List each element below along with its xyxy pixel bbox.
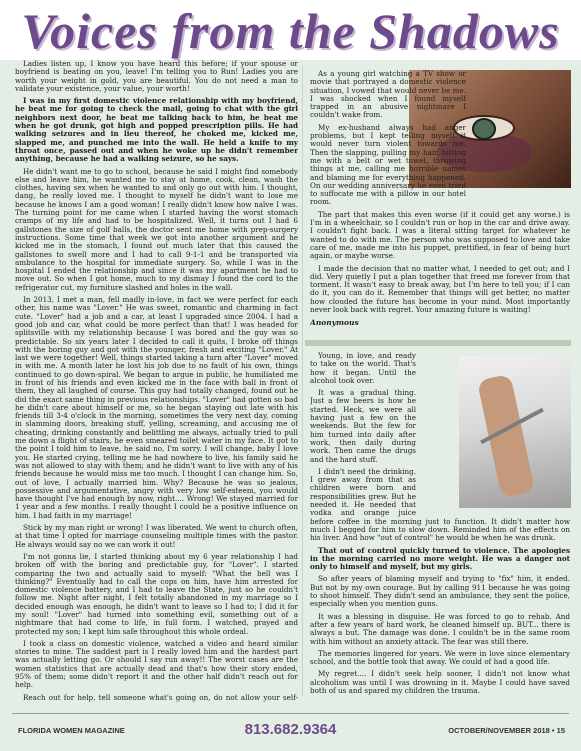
story-paragraph: Stick by my man right or wrong! I was liberated. We went to church often, at that time I opted for marriage counseling multiple times with the pastor. He always would say no we can work it out! bbox=[15, 523, 298, 549]
phone-number: 813.682.9364 bbox=[244, 721, 337, 738]
story-paragraph: As a young girl watching a TV show or movie that portrayed a domestic violence situation, I vowed that would never be me. I was shocked when I found myself trapped in an abusive nightmare I couldn't wake from. bbox=[310, 70, 466, 120]
story-paragraph: The memories lingered for years. We were in love since elementary school, and the bottle took that away. We could of had a good life. bbox=[310, 648, 570, 667]
story-paragraph: I didn't need the drinking. I grew away from that as children were born and responsibilities grew. But he needed it. He needed that vodka and orange juice before coffee in the morning just to function. It didn't matter how much I begged for him to slow down. Reminded him of the effects on his liver. And how "out of control" he would be when he was drunk. bbox=[310, 466, 570, 543]
story-paragraph: I made the decision that no matter what, I needed to get out; and I did. Very quietly I put a plan together that freed me forever from that torment. It wasn't easy to break away, but I'm here to tell you; if I can do it, you can do it. Remember that things will get better, no matter how clouded the future has become in your mind. Most importantly never look back with regret. Your amazing future is waiting! bbox=[310, 263, 570, 315]
story-paragraph: I was in my first domestic violence relationship with my boyfriend, he beat me for going to check the mail, going to chat with the girl neighbors next door, he beat me talking back to him, he beat me when he got drunk, got high and popped prescription pills. He had walking seizures and in lieu thereof, he choked me, kicked me, slapped me, and punched me into the wall. He held a knife to my throat once, passed out and when he woke up he didn't remember anything, because he had a walking seizure, so he says. bbox=[15, 96, 298, 164]
story-paragraph: It was a gradual thing. Just a few beers is how he started. Heck, we were all having just a few on the weekends. But the few for him turned into daily after work, then daily during work. Then came the drugs and the hard stuff. bbox=[310, 388, 416, 464]
magazine-name: FLORIDA WOMEN MAGAZINE bbox=[18, 726, 125, 735]
story-paragraph: Ladies listen up, I know you have heard this before; if your spouse or boyfriend is beating on you, leave! I'm telling you to Run! Ladies you are worth your weight in gold, you are beautiful. You do not need a man to validate your existence, your value, your worth! bbox=[15, 60, 298, 93]
story-paragraph: I took a class on domestic violence, watched a video and heard similar stories to mine. The saddest part is I really loved him and the hardest part was actually letting go. Or should I say run away!! The worst cases are the women statistics that are actually dead and that's how their story ended, 95% of them; some didn't report it and the other half didn't reach out for help. bbox=[15, 638, 298, 690]
story-paragraph: I'm not gonna lie, I started thinking about my 6 year relationship I had broken off with the boring and predictable guy, for "Lover". I started comparing the two and actually said to myself: "What the hell was I thinking?" Eventually had to call the cops on him, have him arrested for domestic violence battery, and I had to leave the State, just so he couldn't follow me. Night after night, I felt totally abandoned in my marriage so I decided enough was enough, he didn't want to leave so I had to; I did it for my soul! "Lover" had turned into something evil, something out of a nightmare that had come to life, in full form. I watched, prayed and protected my son; I kept him safe throughout this whole ordeal. bbox=[15, 551, 298, 636]
story-paragraph: It was a blessing in disguise. He was forced to go to rehab. And after a few years of hard work, he cleaned himself up. BUT... there is always a but. The damage was done. I couldn't be in the same room with him without an anxiety attack. The fear was still there. bbox=[310, 611, 570, 646]
story-paragraph: Reach out for help, tell someone what's going on, do not allow your self- bbox=[23, 692, 298, 702]
story-paragraph: He didn't want me to go to school, because he said I might find somebody else and leave him, he wanted me to stay at home, cook, clean, wash the clothes, having sex when he wanted to and only go out with him. I thought, dang, he really loved me. I thought to myself he didn't want to lose me because he knows I am a good woman! I really didn't know how naïve I was. The turning point for me came when I started having the worst stomach cramps of my life and had to be hospitalized. Well, it turns out I had 6 gallstones the size of golf balls, the doctor sent me home with prep-surgery instructions. Some time that week we got into another argument and he kicked me in the stomach, I found out much later that this caused the gallstones to swell more and I had to call 9-1-1 and be transported via ambulance to the hospital for immediate surgery. So, while I was in the hospital I ended the relationship and since it was my apartment he had to move out. So when I got home, much to my dismay I found the cord to the refrigerator cut, my furniture slashed and holes in the wall. bbox=[15, 166, 298, 292]
story-paragraph: So after years of blaming myself and trying to "fix" him, it ended. But not by my own courage. But by calling 911 because he was going to shoot himself. They didn't send an ambulance, they sent the police, especially when you mention guns. bbox=[310, 574, 570, 609]
right-story-2 bbox=[310, 352, 570, 697]
story-signature: Anonymous bbox=[310, 318, 359, 328]
story-paragraph: My regret.... I didn't seek help sooner, I didn't not know what alcoholism was until I was drowning in it. Maybe I could have saved both of us and spared my children the trauma. bbox=[310, 669, 570, 695]
page-title: Voices from the Shadows bbox=[21, 3, 560, 59]
story-paragraph: The part that makes this even worse (if it could get any worse.) is I'm in a wheelchair, so I couldn't run or hop in the car and drive away. I couldn't fight back. I was a literal sitting target for whatever he wanted to do with me. The person who was supposed to love and take care of me, made me into his puppet, prettified, in fear of being hurt again, or maybe worse. bbox=[310, 209, 570, 261]
story-paragraph: My ex-husband always had anger problems, but I kept telling myself it would never turn violent towards me. Then the slapping, pulling my hair, hitting me with a belt or wet towel, throwing things at me, calling me horrible names and blaming me for everything happened. On our wedding anniversary he even tried to suffocate me with a pillow in our hotel room. bbox=[310, 122, 466, 207]
column-rule bbox=[302, 66, 303, 696]
left-story bbox=[15, 60, 298, 702]
story-paragraph: In 2013, I met a man, fell madly in-love, in fact we were perfect for each other, his name was "Lover." He was sweet, romantic and charming in fact cute. "Lover" had a job and a car, at least I upgraded since 2004. I had a good job and car, what could be more perfect than that! I was headed for splitsville with my relationship because I was bored and the guy was so predictable. So six years later I decided to call it quits, I broke off things with the boring guy and got with the younger, fresh and exciting "Lover." At last we were together! Well, things started taking a turn after "Lover" moved in with me. A month later he lost his job due to no fault of his own, things continued to go down-spiral. We began to argue in public, he humiliated me in front of his friends and even kicked me in the face with ball in front of them, they all laughed of course. This guy had totally changed, found out he did the exact same thing in previous relationships. "Lover" had gotten so bad he didn't care about himself or me, so he began staying out late with his friends till 3-4 o'clock in the morning, sometimes the very next day, coming in slamming doors, breaking stuff, yelling, screaming, and accusing me of cheating, drinking constantly and belittling me always, actually tried to pull me down a flight of stairs, he even smeared toilet water in my face. It got to the point I told him to leave, he said no, I'm sorry. I will change, baby I love you. He started crying, telling me he had nowhere to live, his family said he was not allowed to stay with them; and he didn't want to live with any of his friends because he would miss me too much. I thought I can change him. So, out of love, I actually married him. Why? Because he was so jealous, possessive and argumentative, angry with very low self-esteem, you would have thought I've had enough by now, right.... Wrong! We stayed married for 1 year and a few months. I really thought I could be a positive influence on him. I had faith in my marriage! bbox=[15, 295, 298, 520]
image-float-spacer bbox=[466, 70, 570, 192]
footer-rule bbox=[12, 713, 569, 714]
issue-date-page: OCTOBER/NOVEMBER 2018 • 15 bbox=[448, 726, 565, 735]
story-paragraph: That out of control quickly turned to violence. The apologies in the morning carried no more weight. He was a danger not only to himself and myself, but my girls. bbox=[310, 545, 570, 572]
story-paragraph: Young, in love, and ready to take on the world. That's how it began. Until the alcohol took over. bbox=[310, 352, 416, 385]
page-footer bbox=[0, 713, 581, 751]
right-story-1 bbox=[310, 70, 570, 350]
story-divider bbox=[305, 340, 571, 346]
image-float-spacer bbox=[416, 352, 570, 510]
